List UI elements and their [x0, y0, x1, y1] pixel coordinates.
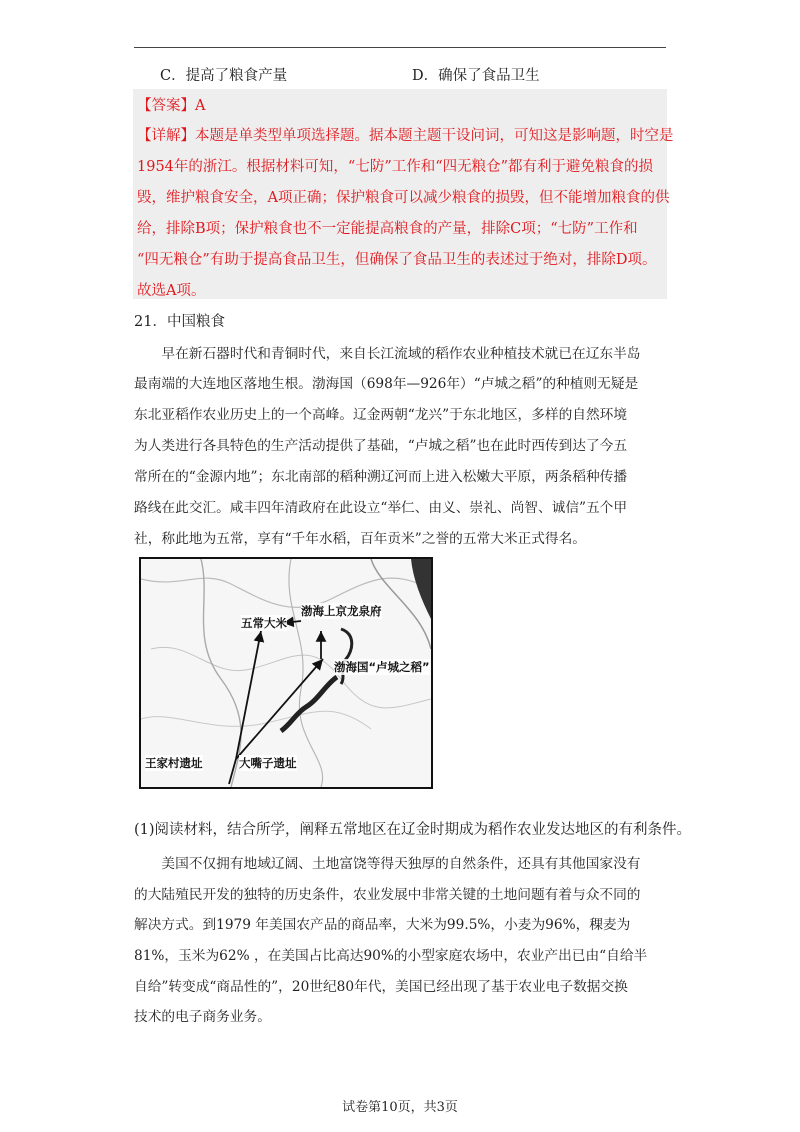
answer-line: 毁，维护粮食安全，A项正确；保护粮食可以减少粮食的损毁，但不能增加粮食的供: [137, 190, 670, 206]
material-line: 东北亚稻作农业历史上的一个高峰。辽金两朝“龙兴”于东北地区，多样的自然环境: [134, 407, 628, 423]
page-footer: 试卷第10页，共3页: [342, 1100, 458, 1115]
material-line: 常所在的“金源内地”；东北南部的稻种溯辽河而上进入松嫩大平原，两条稻种传播: [134, 469, 628, 485]
top-rule: [134, 47, 666, 48]
answer-line: 【详解】本题是单类型单项选择题。据本题主题干设问词，可知这是影响题，时空是: [137, 128, 674, 144]
map-label-wuchang: 五常大米: [241, 616, 287, 630]
material-line: 最南端的大连地区落地生根。渤海国（698年—926年）“卢城之稻”的种植则无疑是: [134, 376, 639, 392]
material2-line: 自给”转变成“商品性的”，20世纪80年代，美国已经出现了基于农业电子数据交换: [134, 979, 628, 995]
option-d: D．确保了食品卫生: [412, 68, 540, 84]
map-label-dazuizi: 大嘴子遗址: [239, 756, 297, 770]
answer-line: 故选A项。: [137, 283, 206, 299]
map-label-lucheng: 渤海国“卢城之稻”: [334, 660, 430, 674]
answer-line: 【答案】A: [137, 98, 206, 114]
option-c: C．提高了粮食产量: [160, 68, 288, 84]
material2-line: 的大陆殖民开发的独特的历史条件，农业发展中非常关键的土地问题有着与众不同的: [134, 887, 641, 903]
material-line: 为人类进行各具特色的生产活动提供了基础，“卢城之稻”也在此时西传到达了今五: [134, 438, 628, 454]
answer-line: 给，排除B项；保护粮食也不一定能提高粮食的产量，排除C项；“七防”工作和: [137, 221, 638, 237]
rice-spread-map: [139, 557, 433, 789]
material2-line: 81%，玉米为62% ，在美国占比高达90%的小型家庭农场中，农业产出已由“自给半: [134, 948, 648, 964]
map-label-wangjiacun: 王家村遗址: [145, 756, 203, 770]
material-line: 社，称此地为五常，享有“千年水稻，百年贡米”之誉的五常大米正式得名。: [134, 531, 586, 547]
question-title: 21．中国粮食: [134, 314, 225, 330]
material-line: 路线在此交汇。咸丰四年清政府在此设立“举仁、由义、崇礼、尚智、诚信”五个甲: [134, 500, 628, 516]
material2-line: 美国不仅拥有地域辽阔、土地富饶等得天独厚的自然条件，还具有其他国家没有: [134, 856, 641, 872]
map-label-longquan: 渤海上京龙泉府: [301, 604, 382, 618]
material2-line: 技术的电子商务业务。: [134, 1009, 271, 1025]
answer-line: “四无粮仓”有助于提高食品卫生，但确保了食品卫生的表述过于绝对，排除D项。: [137, 252, 657, 268]
material2-line: 解决方式。到1979 年美国农产品的商品率，大米为99.5%，小麦为96%，稞麦为: [134, 917, 631, 933]
sub-question-1: (1)阅读材料，结合所学，阐释五常地区在辽金时期成为稻作农业发达地区的有利条件。: [134, 822, 692, 838]
answer-line: 1954年的浙江。根据材料可知，“七防”工作和“四无粮仓”都有利于避免粮食的损: [137, 159, 654, 175]
material-line: 早在新石器时代和青铜时代，来自长江流域的稻作农业种植技术就已在辽东半岛: [134, 346, 641, 362]
